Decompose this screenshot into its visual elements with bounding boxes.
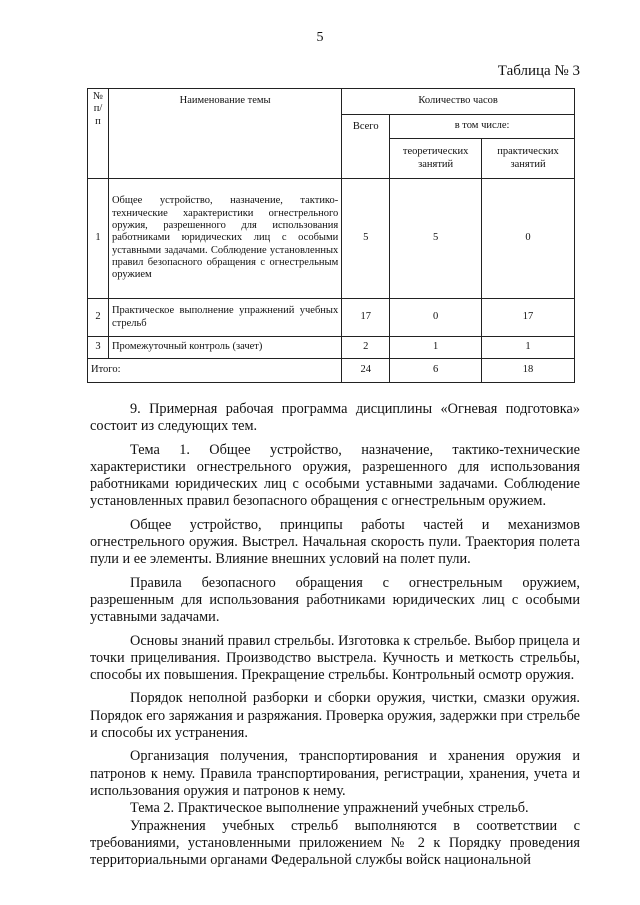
footer-practice: 18	[482, 359, 575, 383]
table-row	[88, 299, 575, 337]
row-practice: 17	[482, 299, 575, 337]
paragraph: Правила безопасного обращения с огнестрельным оружием, разрешенным для использования работниками юридических лиц с особыми уставными задачами.	[90, 574, 580, 626]
row-practice: 0	[482, 179, 575, 299]
header-name: Наименование темы	[108, 89, 341, 179]
header-practice: практических занятий	[482, 139, 575, 179]
row-name: Общее устройство, назначение, тактико-технические характеристики огнестрельного оружия, разрешенного для использования работниками юридических лиц с особыми уставными задачами. Соблюдение установленных правил безопасного обращения с огнестрельным оружием	[108, 179, 341, 299]
row-practice: 1	[482, 337, 575, 359]
body-text	[90, 401, 580, 869]
row-num: 2	[88, 299, 109, 337]
row-num: 1	[88, 179, 109, 299]
table-row	[88, 337, 575, 359]
row-total: 17	[342, 299, 390, 337]
paragraph: Упражнения учебных стрельб выполняются в соответствии с требованиями, установленными приложением № 2 к Порядку проведения территориальными органами Федеральной службы войск национальной	[90, 817, 580, 869]
footer-theory: 6	[390, 359, 482, 383]
footer-label: Итого:	[88, 359, 342, 383]
paragraph: Тема 2. Практическое выполнение упражнений учебных стрельб.	[130, 800, 529, 817]
footer-total: 24	[342, 359, 390, 383]
row-name: Промежуточный контроль (зачет)	[108, 337, 341, 359]
header-including: в том числе:	[390, 115, 575, 139]
paragraph: 9. Примерная рабочая программа дисциплины «Огневая подготовка» состоит из следующих тем.	[90, 401, 580, 435]
table-footer-row	[88, 359, 575, 383]
paragraph: Основы знаний правил стрельбы. Изготовка к стрельбе. Выбор прицела и точки прицеливания. Производство выстрела. Кучность и меткость стрельбы, способы их повышения. Прекращение стрельбы. Контрольный осмотр оружия.	[90, 632, 580, 684]
page-number: 5	[316, 30, 324, 45]
paragraph: Общее устройство, принципы работы частей и механизмов огнестрельного оружия. Выстрел. Начальная скорость пули. Траектория полета пули и ее элементы. Влияние внешних условий на полет пули.	[90, 516, 580, 568]
row-theory: 1	[390, 337, 482, 359]
table-caption: Таблица № 3	[497, 63, 580, 79]
row-total: 5	[342, 179, 390, 299]
paragraph: Порядок неполной разборки и сборки оружия, чистки, смазки оружия. Порядок его заряжания и разряжания. Проверка оружия, задержки при стрельбе и способы их устранения.	[90, 690, 580, 742]
row-theory: 0	[390, 299, 482, 337]
row-theory: 5	[390, 179, 482, 299]
header-total: Всего	[342, 115, 390, 179]
table-row	[88, 179, 575, 299]
hours-table	[87, 88, 575, 383]
header-theory: теоретических занятий	[390, 139, 482, 179]
table-header-row	[88, 89, 575, 115]
header-num: № п/п	[88, 89, 109, 179]
row-num: 3	[88, 337, 109, 359]
row-name: Практическое выполнение упражнений учебных стрельб	[108, 299, 341, 337]
paragraph: Тема 1. Общее устройство, назначение, тактико-технические характеристики огнестрельного оружия, разрешенного для использования работниками юридических лиц с особыми уставными задачами. Соблюдение установленных правил безопасного обращения с огнестрельным оружием.	[90, 441, 580, 510]
paragraph: Организация получения, транспортирования и хранения оружия и патронов к нему. Правила транспортирования, регистрации, хранения, учета и использования оружия и патронов к нему.	[90, 748, 580, 799]
row-total: 2	[342, 337, 390, 359]
header-hours: Количество часов	[342, 89, 575, 115]
